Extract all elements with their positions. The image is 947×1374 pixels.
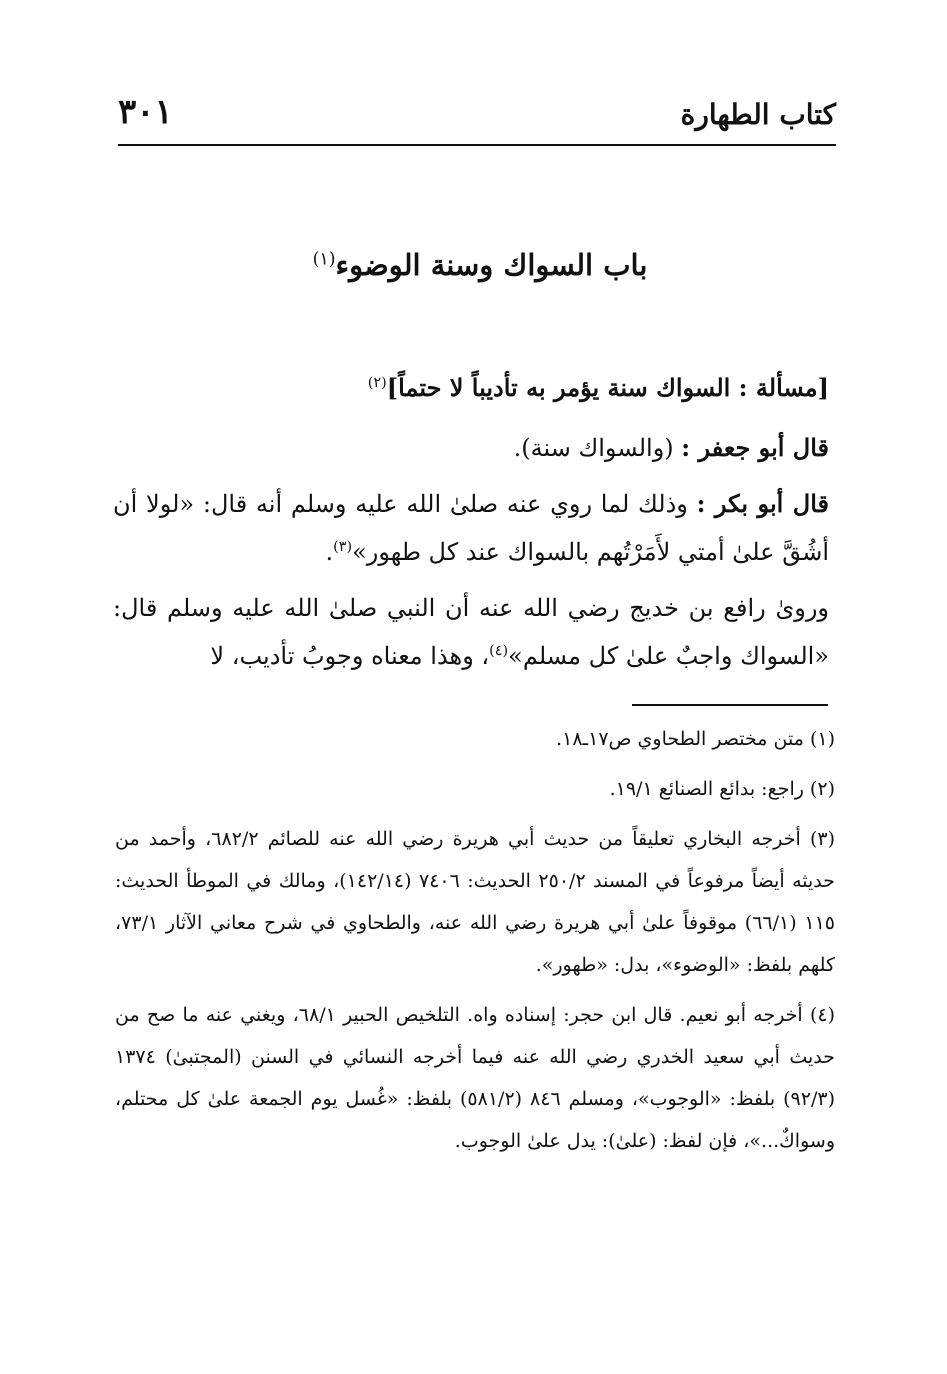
paragraph-tail: .: [325, 538, 334, 566]
paragraph-text: وذلك لما روي عنه صلىٰ الله عليه وسلم أنه قال: «لولا أن أشُقَّ علىٰ أمتي لأَمَرْتُهم بالسواك عند كل طهور»: [113, 490, 829, 566]
page-header: [118, 92, 836, 146]
footnote-ref: (٤): [489, 643, 509, 659]
footnote-3: (٣) أخرجه البخاري تعليقاً من حديث أبي هريرة رضي الله عنه للصائم ٢/‏٦٨٢، وأحمد من حديثه أيضاً مرفوعاً في المسند ٢/‏٢٥٠ الحديث: ٧٤٠٦ (١٤/‏١٤٢)، ومالك في الموطأ الحديث: ١١٥ (١/‏٦٦) موقوفاً علىٰ أبي هريرة رضي الله عنه، والطحاوي في شرح معاني الآثار ١/‏٧٣، كلهم بلفظ: «الوضوء»، بدل: «طهور».: [115, 828, 836, 976]
footnotes: [115, 718, 835, 1170]
footnote-4: (٤) أخرجه أبو نعيم. قال ابن حجر: إسناده واه. التلخيص الحبير ١/‏٦٨، ويغني عنه ما صح من حديث أبي سعيد الخدري رضي الله عنه فيما أخرجه النسائي في السنن (المجتبىٰ) ١٣٧٤ (٣/‏٩٢) بلفظ: «الوجوب»، ومسلم ٨٤٦ (٢/‏٥٨١) بلفظ: «غُسل يوم الجمعة علىٰ كل محتلم، وسواكٌ...»، فإن لفظ: (علىٰ): يدل علىٰ الوجوب.: [115, 1004, 836, 1152]
chapter-footnote-ref: (١): [312, 249, 336, 270]
main-text: [113, 364, 829, 688]
masala-text: [مسألة : السواك سنة يؤمر به تأديباً لا حتماً]: [386, 373, 829, 402]
paragraph-text: ورویٰ رافع بن خديج رضي الله عنه أن النبي صلىٰ الله عليه وسلم قال: «السواك واجبٌ علىٰ كل مسلم»: [113, 594, 829, 670]
footnote-ref: (٣): [333, 539, 353, 555]
page-number: ٣٠١: [118, 92, 173, 132]
paragraph-rafi: [113, 584, 829, 680]
speaker-label: قال أبو بكر :: [696, 489, 829, 518]
footnote-2: (٢) راجع: بدائع الصنائع ١/‏١٩.: [609, 778, 835, 800]
chapter-title: باب السواك وسنة الوضوء: [335, 248, 648, 282]
footnote-divider: [632, 704, 828, 706]
paragraph-tail: ، وهذا معناه وجوبُ تأديب، لا: [210, 642, 490, 670]
chapter-heading: [200, 248, 760, 282]
paragraph-abu-bakr: [113, 480, 829, 576]
paragraph-text: (والسواك سنة).: [513, 434, 682, 462]
masala-footnote-ref: (٢): [367, 375, 387, 391]
running-title: كتاب الطهارة: [680, 98, 836, 131]
footnote-1: (١) متن مختصر الطحاوي ص١٧ـ١٨.: [556, 728, 835, 750]
paragraph-abu-jafar: [113, 424, 829, 472]
speaker-label: قال أبو جعفر :: [681, 433, 829, 462]
masala-heading: [113, 364, 829, 412]
